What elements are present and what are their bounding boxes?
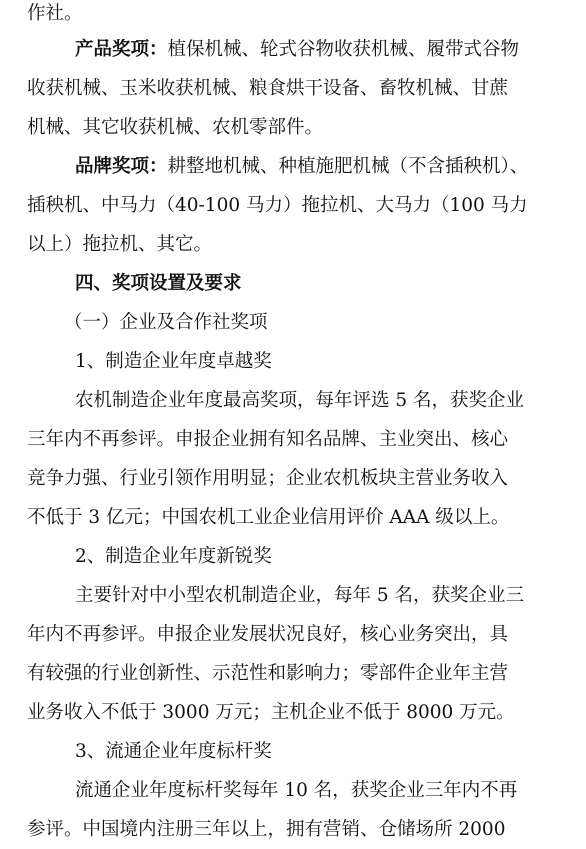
paragraph-line: 机械、其它收获机械、农机零部件。 (27, 117, 324, 138)
paragraph-line: 农机制造企业年度最高奖项，每年评选 5 名，获奖企业 (75, 390, 525, 411)
paragraph-line: 主要针对中小型农机制造企业，每年 5 名，获奖企业三 (75, 585, 525, 606)
brand-awards-label: 品牌奖项： (75, 156, 168, 177)
product-awards-text: 植保机械、轮式谷物收获机械、履带式谷物 (167, 39, 520, 60)
paragraph-line: 流通企业年度标杆奖每年 10 名，获奖企业三年内不再 (75, 780, 518, 801)
paragraph-line: 不低于 3 亿元；中国农机工业企业信用评价 AAA 级以上。 (27, 507, 510, 528)
paragraph-line: 收获机械、玉米收获机械、粮食烘干设备、畜牧机械、甘蔗 (27, 78, 509, 99)
paragraph-line: 作社。 (27, 3, 83, 24)
brand-awards-text: 耕整地机械、种植施肥机械（不含插秧机）、 (167, 156, 529, 177)
paragraph-line: 插秧机、中马力（40-100 马力）拖拉机、大马力（100 马力 (27, 195, 528, 216)
paragraph-line: 有较强的行业创新性、示范性和影响力；零部件企业年主营 (27, 663, 509, 684)
subsection-heading: （一）企业及合作社奖项 (64, 312, 268, 333)
award-heading: 1、制造企业年度卓越奖 (75, 351, 272, 372)
product-awards-label: 产品奖项： (75, 39, 168, 60)
brand-awards-line (0, 147, 586, 186)
award-heading: 2、制造企业年度新锐奖 (75, 546, 272, 567)
paragraph-line: 竞争力强、行业引领作用明显；企业农机板块主营业务收入 (27, 468, 509, 489)
paragraph-line: 年内不再参评。申报企业发展状况良好，核心业务突出，具 (27, 624, 509, 645)
paragraph-line: 以上）拖拉机、其它。 (27, 234, 213, 255)
paragraph-line: 业务收入不低于 3000 万元；主机企业不低于 8000 万元。 (27, 702, 515, 723)
award-heading: 3、流通企业年度标杆奖 (75, 741, 272, 762)
paragraph-line: 三年内不再参评。申报企业拥有知名品牌、主业突出、核心 (27, 429, 509, 450)
paragraph-line: 参评。中国境内注册三年以上，拥有营销、仓储场所 2000 (27, 819, 506, 840)
section-heading: 四、奖项设置及要求 (75, 273, 242, 294)
product-awards-line (0, 30, 586, 69)
